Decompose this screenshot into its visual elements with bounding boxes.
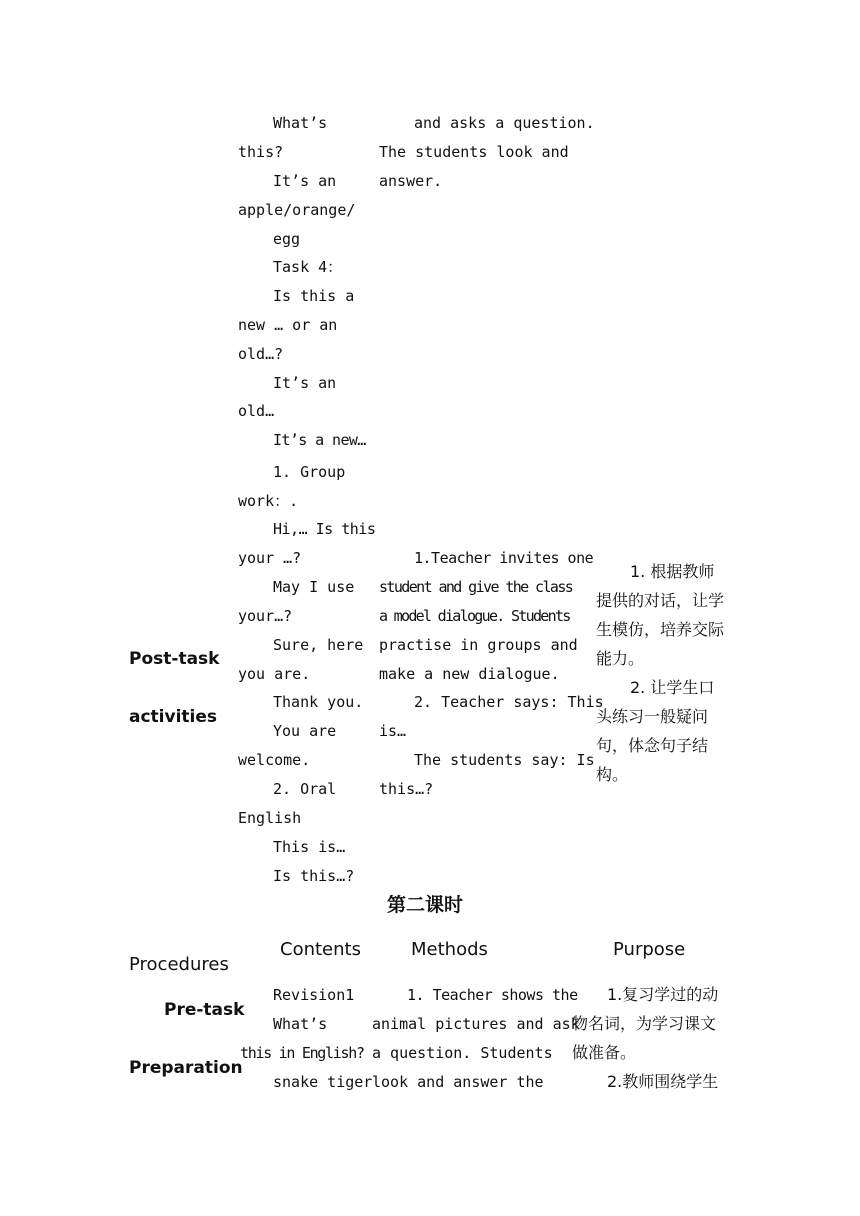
contents-line: new … or an bbox=[238, 316, 338, 334]
contents-line: old… bbox=[238, 402, 275, 420]
methods-line: 1. Teacher shows the bbox=[407, 986, 578, 1004]
contents-line: old…? bbox=[238, 345, 284, 363]
contents-line: You are bbox=[273, 722, 337, 740]
contents-line: your …? bbox=[238, 549, 302, 567]
methods-line: this…? bbox=[379, 780, 434, 798]
purpose-line: 2. 让学生口 bbox=[630, 678, 715, 697]
header-methods: Methods bbox=[411, 939, 488, 960]
header-contents: Contents bbox=[280, 939, 361, 960]
stage-line: activities bbox=[129, 707, 218, 727]
contents-line: work：. bbox=[238, 492, 299, 510]
contents-line: Thank you. bbox=[273, 693, 364, 711]
header-procedures: Procedures bbox=[129, 954, 229, 975]
contents-line: egg bbox=[273, 230, 301, 248]
purpose-line: 做准备。 bbox=[572, 1043, 637, 1062]
contents-line: Sure, here bbox=[273, 636, 364, 654]
contents-line: apple/orange/ bbox=[238, 201, 356, 219]
purpose-line: 1. 根据教师 bbox=[630, 562, 715, 581]
contents-line: this in English? bbox=[240, 1044, 364, 1062]
methods-line: animal pictures and ask bbox=[372, 1015, 580, 1033]
purpose-line: 构。 bbox=[596, 765, 629, 784]
contents-line: you are. bbox=[238, 665, 311, 683]
header-purpose: Purpose bbox=[613, 939, 686, 960]
methods-line: answer. bbox=[379, 172, 443, 190]
purpose-line: 句，体念句子结 bbox=[596, 736, 709, 755]
contents-line: 2. Oral bbox=[273, 780, 337, 798]
contents-line: snake tiger bbox=[273, 1073, 373, 1091]
stage-line: Preparation bbox=[129, 1058, 243, 1078]
stage-line: Post-task bbox=[129, 649, 220, 669]
methods-line: make a new dialogue. bbox=[379, 665, 560, 683]
contents-line: It’s an bbox=[273, 374, 337, 392]
contents-line: What’s bbox=[273, 114, 328, 132]
contents-line: It’s a new… bbox=[273, 431, 366, 449]
purpose-line: 头练习一般疑问 bbox=[596, 707, 709, 726]
purpose-line: 1.复习学过的动 bbox=[607, 985, 719, 1004]
methods-line: look and answer the bbox=[372, 1073, 544, 1091]
methods-line: The students say: Is bbox=[414, 751, 595, 769]
contents-line: Hi,… Is this bbox=[273, 520, 376, 538]
methods-line: 2. Teacher says: This bbox=[414, 693, 604, 711]
contents-line: this? bbox=[238, 143, 284, 161]
contents-line: What’s bbox=[273, 1015, 328, 1033]
contents-line: English bbox=[238, 809, 302, 827]
contents-line: Revision1 bbox=[273, 986, 355, 1004]
contents-line: May I use bbox=[273, 578, 355, 596]
methods-line: and asks a question. bbox=[414, 114, 595, 132]
methods-line: practise in groups and bbox=[379, 636, 578, 654]
methods-line: a question. Students bbox=[372, 1044, 553, 1062]
methods-line: 1.Teacher invites one bbox=[414, 549, 594, 567]
lesson-title: 第二课时 bbox=[387, 894, 464, 916]
purpose-line: 提供的对话，让学 bbox=[596, 591, 725, 610]
contents-line: Is this…? bbox=[273, 867, 355, 885]
contents-line: Is this a bbox=[273, 287, 355, 305]
stage-line: Pre-task bbox=[164, 1000, 245, 1020]
purpose-line: 2.教师围绕学生 bbox=[607, 1072, 719, 1091]
methods-line: a model dialogue. Students bbox=[379, 607, 570, 625]
contents-line: It’s an bbox=[273, 172, 337, 190]
methods-line: student and give the class bbox=[379, 578, 573, 596]
purpose-line: 物名词，为学习课文 bbox=[572, 1014, 717, 1033]
contents-line: This is… bbox=[273, 838, 346, 856]
contents-line: welcome. bbox=[238, 751, 311, 769]
purpose-line: 生模仿，培养交际 bbox=[596, 620, 725, 639]
contents-line: 1. Group bbox=[273, 463, 346, 481]
methods-line: is… bbox=[379, 722, 407, 740]
methods-line: The students look and bbox=[379, 143, 569, 161]
purpose-line: 能力。 bbox=[596, 649, 645, 668]
contents-line: Task 4： bbox=[273, 258, 343, 276]
contents-line: your…? bbox=[238, 607, 293, 625]
